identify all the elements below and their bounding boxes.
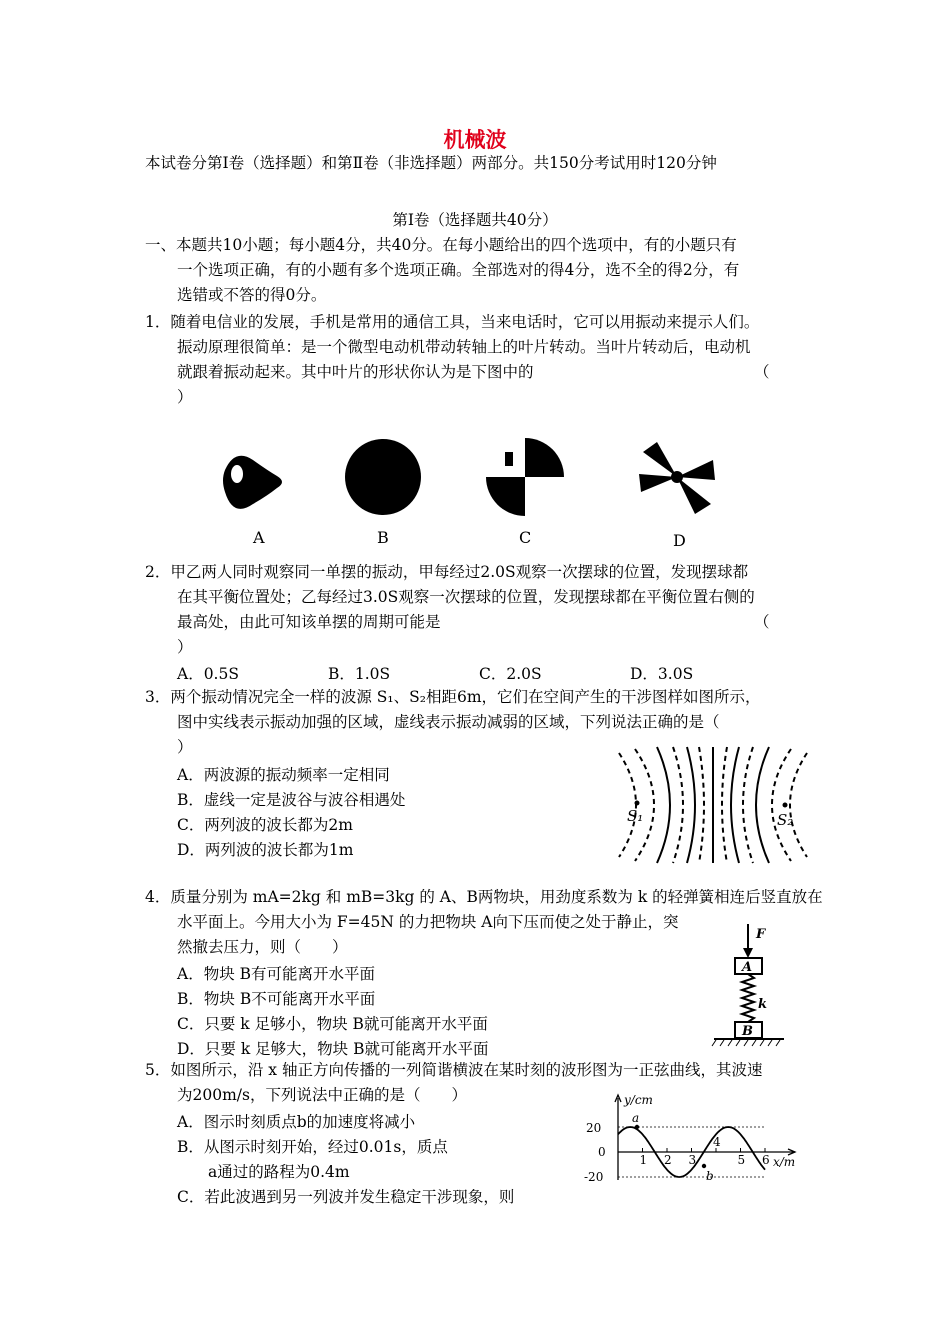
q1-blade-figures <box>215 430 735 560</box>
s2-label: S₂ <box>777 811 794 829</box>
q1-line: 1．随着电信业的发展，手机是常用的通信工具，当来电话时，它可以用振动来提示人们。 <box>145 313 760 331</box>
q2-option-c: C．2.0S <box>479 665 542 683</box>
q4-option-a: A．物块 B有可能离开水平面 <box>177 965 376 983</box>
q4-option-b: B．物块 B不可能离开水平面 <box>177 990 376 1008</box>
x-tick-label: 4 <box>713 1135 721 1149</box>
x-axis-label: x/m <box>773 1155 796 1169</box>
q5-line: 为200m/s，下列说法中正确的是（ ） <box>177 1086 467 1104</box>
q5-line: 5．如图所示，沿 x 轴正方向传播的一列简谐横波在某时刻的波形图为一正弦曲线，其波速 <box>145 1061 763 1079</box>
x-tick-label: 1 <box>639 1153 648 1167</box>
intro-text: 本试卷分第Ⅰ卷（选择题）和第Ⅱ卷（非选择题）两部分。共150分考试用时120分钟 <box>145 154 717 172</box>
section-instruction-line: 一、本题共10小题；每小题4分，共40分。在每小题给出的四个选项中，有的小题只有 <box>145 236 737 254</box>
spring-k-label: k <box>758 997 768 1012</box>
fig-label: B <box>377 528 389 547</box>
q3-option-d: D．两列波的波长都为1m <box>177 841 354 859</box>
x-tick-label: 5 <box>737 1153 746 1167</box>
page-title: 机械波 <box>443 128 507 152</box>
y-axis-label: y/cm <box>624 1093 653 1107</box>
q3-option-c: C．两列波的波长都为2m <box>177 816 353 834</box>
s1-label: S₁ <box>627 807 644 825</box>
point-a-marker <box>635 1125 639 1129</box>
fig-label: A <box>253 528 265 547</box>
section-instruction-line: 选错或不答的得0分。 <box>177 286 327 304</box>
q1-paren-open: （ <box>754 363 770 381</box>
q2-paren-close: ） <box>177 638 193 656</box>
x-tick-label: 2 <box>664 1153 672 1167</box>
blade-d-icon <box>639 442 715 514</box>
q5-wave-graph <box>580 1092 805 1192</box>
q3-interference-figure <box>613 745 813 865</box>
q4-line: 水平面上。今用大小为 F=45N 的力把物块 A向下压而使之处于静止，突 <box>177 913 679 931</box>
q5-option-a: A．图示时刻质点b的加速度将减小 <box>177 1113 416 1131</box>
q3-line: 图中实线表示振动加强的区域，虚线表示振动减弱的区域，下列说法正确的是（ <box>177 713 720 731</box>
q4-option-c: C．只要 k 足够小，物块 B就可能离开水平面 <box>177 1015 488 1033</box>
y-tick: 20 <box>586 1121 602 1135</box>
q3-option-b: B．虚线一定是波谷与波谷相遇处 <box>177 791 406 809</box>
fig-label: C <box>519 528 532 547</box>
q2-line: 在其平衡位置处；乙每经过3.0S观察一次摆球的位置，发现摆球都在平衡位置右侧的 <box>177 588 755 606</box>
point-b-marker <box>702 1164 706 1168</box>
q4-option-d: D．只要 k 足够大，物块 B就可能离开水平面 <box>177 1040 489 1058</box>
q3-line: ） <box>177 738 193 756</box>
q1-line: 振动原理很简单：是一个微型电动机带动转轴上的叶片转动。当叶片转动后，电动机 <box>177 338 751 356</box>
point-b-label: b <box>706 1169 714 1183</box>
q2-option-b: B．1.0S <box>328 665 391 683</box>
q5-option-c: C．若此波遇到另一列波并发生稳定干涉现象，则 <box>177 1188 515 1206</box>
q5-option-b: B．从图示时刻开始，经过0.01s，质点 <box>177 1138 448 1156</box>
x-tick-label: 6 <box>762 1153 770 1167</box>
x-tick-label: 3 <box>688 1153 697 1167</box>
y-tick: 0 <box>598 1145 606 1159</box>
q4-spring-figure <box>710 920 790 1050</box>
q1-paren-close: ） <box>177 388 193 406</box>
q2-line: 2．甲乙两人同时观察同一单摆的振动，甲每经过2.0S观察一次摆球的位置，发现摆球都 <box>145 563 749 581</box>
block-b-label: B <box>742 1024 753 1039</box>
force-label: F <box>756 927 766 942</box>
section-instruction-line: 一个选项正确，有的小题有多个选项正确。全部选对的得4分，选不全的得2分，有 <box>177 261 740 279</box>
q3-line: 3．两个振动情况完全一样的波源 S₁、S₂相距6m，它们在空间产生的干涉图样如图所示， <box>145 688 761 706</box>
q1-line: 就跟着振动起来。其中叶片的形状你认为是下图中的 <box>177 363 534 381</box>
q4-line: 然撤去压力，则（ ） <box>177 938 348 956</box>
q5-option-b-cont: a通过的路程为0.4m <box>208 1163 350 1181</box>
q3-option-a: A．两波源的振动频率一定相同 <box>177 766 390 784</box>
blade-b-icon <box>345 439 421 515</box>
block-a-label: A <box>742 960 753 975</box>
q2-line: 最高处，由此可知该单摆的周期可能是 <box>177 613 441 631</box>
fig-label: D <box>673 531 686 550</box>
point-a-label: a <box>632 1111 640 1125</box>
blade-c-icon <box>486 438 564 516</box>
section-title: 第Ⅰ卷（选择题共40分） <box>392 211 558 229</box>
q2-option-d: D．3.0S <box>630 665 694 683</box>
blade-a-icon <box>223 456 282 509</box>
q2-paren-open: （ <box>754 613 770 631</box>
q2-option-a: A．0.5S <box>177 665 239 683</box>
y-tick: -20 <box>584 1170 604 1184</box>
q4-line: 4．质量分别为 mA=2kg 和 mB=3kg 的 A、B两物块，用劲度系数为 k 的轻弹簧相连后竖直放在 <box>145 888 823 906</box>
